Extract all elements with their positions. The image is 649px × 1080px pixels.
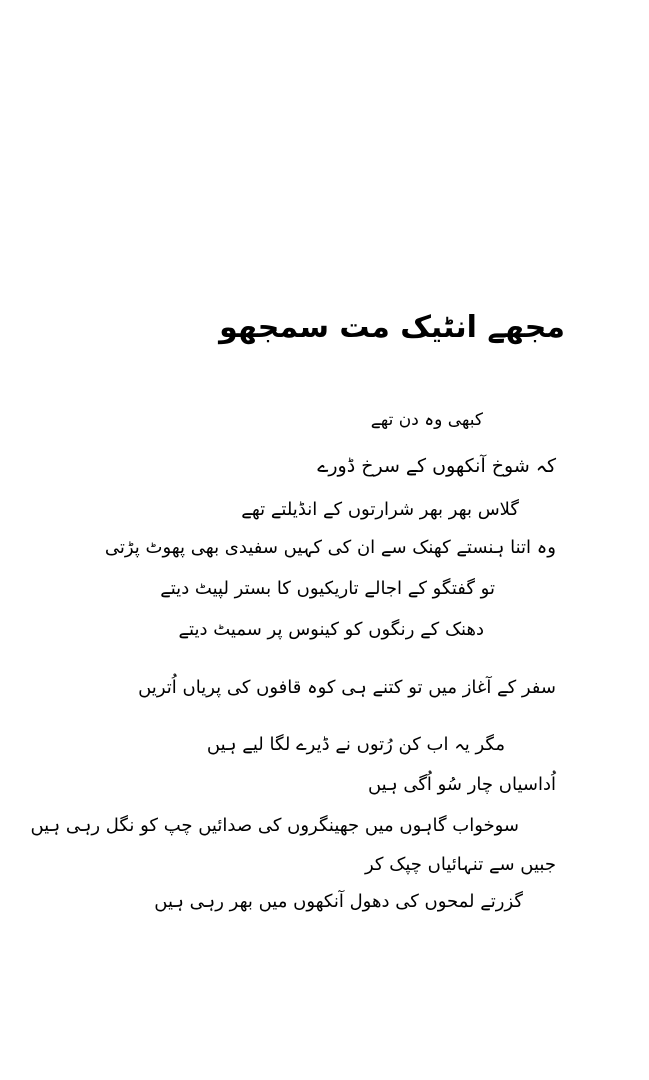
poem-line-9: اُداسیاں چار سُو اُگی ہیں [367, 774, 556, 795]
poem-line-12: گزرتے لمحوں کی دھول آنکھوں میں بھر رہی ہیں [154, 891, 523, 912]
poem-line-6: دھنک کے رنگوں کو کینوس پر سمیٹ دیتے [178, 619, 484, 640]
poem-line-10: سوخواب گاہوں میں جھینگروں کی صدائیں چپ کو نگل رہی ہیں [30, 815, 519, 836]
poem-title: مجھے انٹیک مت سمجھو [219, 310, 565, 345]
poem-line-5: تو گفتگو کے اجالے تاریکیوں کا بستر لپیٹ دیتے [160, 578, 495, 599]
poem-line-3: گلاس بھر بھر شرارتوں کے انڈیلتے تھے [241, 499, 519, 520]
poem-line-7: سفر کے آغاز میں تو کتنے ہی کوہ قافوں کی پریاں اُتریں [138, 677, 556, 698]
poem-line-4: وہ اتنا ہنستے کھنک سے ان کی کہیں سفیدی بھی پھوٹ پڑتی [104, 537, 556, 558]
poem-line-1: کبھی وہ دن تھے [370, 410, 483, 430]
poem-line-8: مگر یہ اب کن رُتوں نے ڈیرے لگا لیے ہیں [206, 734, 505, 755]
poem-line-2: کہ شوخ آنکھوں کے سرخ ڈورے [317, 455, 556, 477]
poem-line-11: جبیں سے تنہائیاں چپک کر [365, 854, 556, 875]
